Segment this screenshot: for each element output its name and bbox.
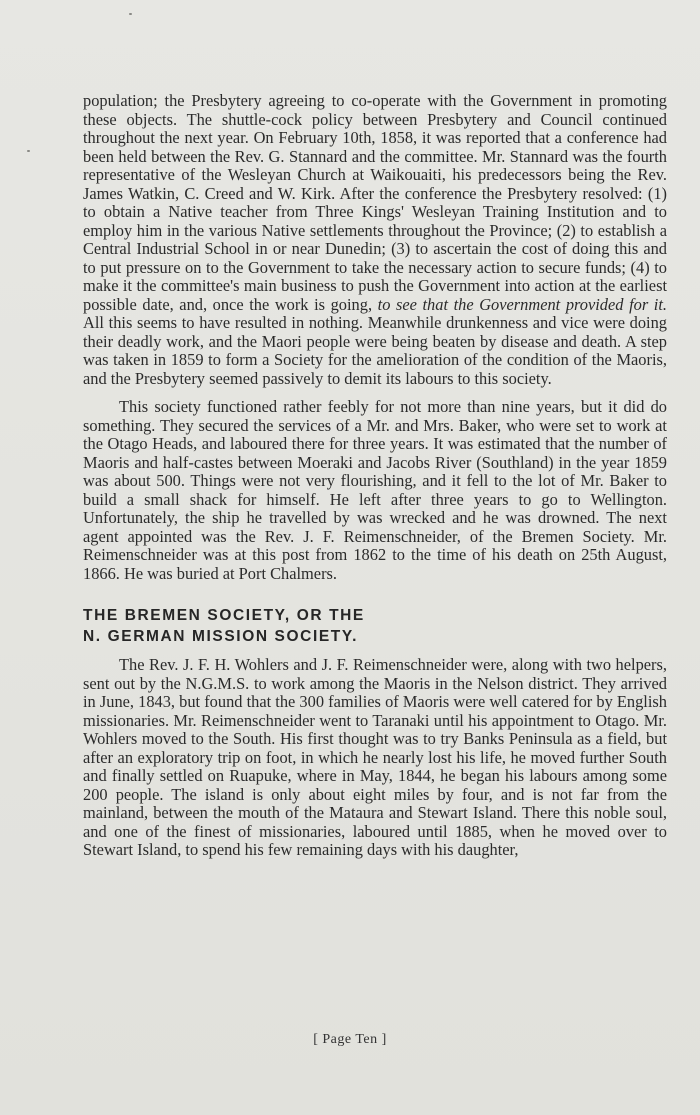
italic-phrase: to see that the Government provided for it. [377,294,667,314]
paragraph-wohlers: The Rev. J. F. H. Wohlers and J. F. Reimenschneider were, along with two helpers, sent out by the N.G.M.S. to work among the Maoris in the Nelson district. They arrived in June, 1843, but found that the 300 families of Maoris were well catered for by English missionaries. Mr. Reimenschneider went to Taranaki until his appointment to Otago. Mr. Wohlers moved to the South. His first thought was to try Banks Peninsula as a field, but after an exploratory trip on foot, in which he nearly lost his life, he moved further South and finally settled on Ruapuke, where in May, 1844, he began his labours among some 200 people. The island is only about eight miles by four, and is not far from the mainland, between the mouth of the Mataura and Stewart Island. There this noble soul, and one of the finest of missionaries, laboured until 1885, when he moved over to Stewart Island, to spend his few remaining days with his daughter, [83,655,667,859]
section-heading-line: THE BREMEN SOCIETY, OR THE [83,607,365,624]
section-heading-line: N. GERMAN MISSION SOCIETY. [83,628,358,645]
paper-speck [27,150,30,152]
paper-speck [129,13,132,15]
section-heading [83,605,667,647]
paragraph-text: All this seems to have resulted in nothing. Meanwhile drunkenness and vice were doing their deadly work, and the Maori people were being beaten by disease and death. A step was taken in 1859 to form a Society for the amelioration of the condition of the Maoris, and the Presbytery seemed passively to demit its labours to this society. [83,313,667,388]
page-number: [ Page Ten ] [313,1032,387,1047]
page-body [83,92,667,860]
paragraph-text: population; the Presbytery agreeing to co-operate with the Government in promoting these objects. The shuttle-cock policy between Presbytery and Council continued throughout the next year. On February 10th, 1858, it was reported that a conference had been held between the Rev. G. Stannard and the committee. Mr. Stannard was the fourth representative of the Wesleyan Church at Waikouaiti, his predecessors being the Rev. James Watkin, C. Creed and W. Kirk. After the conference the Presbytery resolved: (1) to obtain a Native teacher from Three Kings' Wesleyan Training Institution and to employ him in the various Native settlements throughout the Province; (2) to establish a Central Industrial School in or near Dunedin; (3) to ascertain the cost of doing this and to put pressure on to the Government to take the necessary action to secure funds; (4) to make it the committee's main business to push the Government into action at the earliest possible date, and, once the work is going, [83,91,667,314]
paragraph-presbytery [83,92,667,388]
paragraph-society: This society functioned rather feebly for not more than nine years, but it did do something. They secured the services of a Mr. and Mrs. Baker, who were set to work at the Otago Heads, and laboured there for three years. It was estimated that the number of Maoris and half-castes between Moeraki and Jacobs River (Southland) in the year 1859 was about 500. Things were not very flourishing, and it fell to the lot of Mr. Baker to build a small shack for himself. He left after three years to go to Wellington. Unfortunately, the ship he travelled by was wrecked and he was drowned. The next agent appointed was the Rev. J. F. Reimenschneider, of the Bremen Society. Mr. Reimenschneider was at this post from 1862 to the time of his death on 25th August, 1866. He was buried at Port Chalmers. [83,397,667,583]
